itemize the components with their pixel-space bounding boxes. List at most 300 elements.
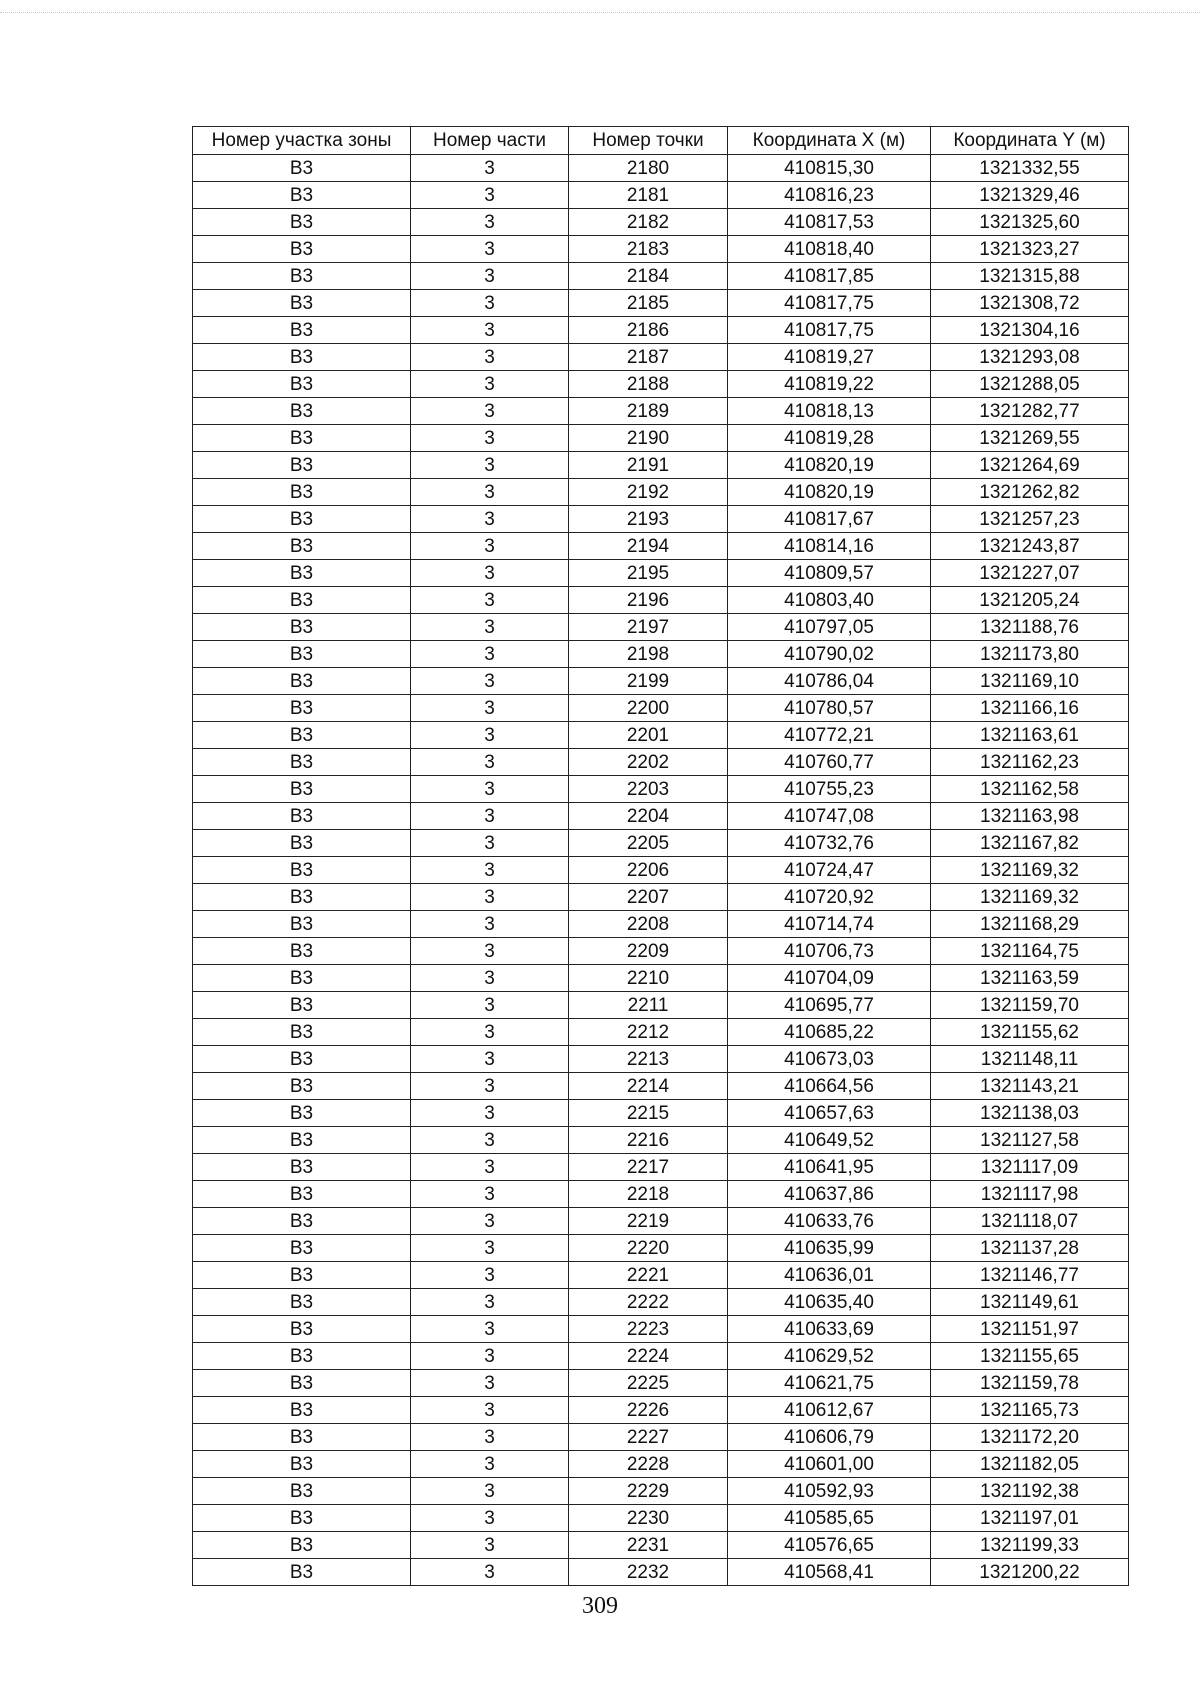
coordinate-y-cell: 1321146,77 [931, 1262, 1129, 1289]
coordinate-y-cell: 1321117,09 [931, 1154, 1129, 1181]
zone-plot-number-cell: В3 [193, 1046, 411, 1073]
point-number-cell: 2228 [569, 1451, 728, 1478]
point-number-cell: 2185 [569, 290, 728, 317]
zone-plot-number-cell: В3 [193, 1478, 411, 1505]
point-number-cell: 2209 [569, 938, 728, 965]
point-number-cell: 2224 [569, 1343, 728, 1370]
point-number-cell: 2214 [569, 1073, 728, 1100]
point-number-cell: 2211 [569, 992, 728, 1019]
coordinate-y-cell: 1321199,33 [931, 1532, 1129, 1559]
zone-plot-number-cell: В3 [193, 1370, 411, 1397]
point-number-cell: 2199 [569, 668, 728, 695]
part-number-cell: 3 [411, 236, 569, 263]
point-number-cell: 2198 [569, 641, 728, 668]
zone-plot-number-cell: В3 [193, 371, 411, 398]
coordinate-x-cell: 410790,02 [728, 641, 931, 668]
table-row [193, 182, 1129, 209]
coordinate-x-cell: 410635,40 [728, 1289, 931, 1316]
coordinate-x-cell: 410818,13 [728, 398, 931, 425]
point-number-cell: 2223 [569, 1316, 728, 1343]
coordinate-x-cell: 410732,76 [728, 830, 931, 857]
point-number-cell: 2220 [569, 1235, 728, 1262]
coordinate-y-cell: 1321162,58 [931, 776, 1129, 803]
point-number-cell: 2190 [569, 425, 728, 452]
coordinate-x-cell: 410819,28 [728, 425, 931, 452]
point-number-cell: 2202 [569, 749, 728, 776]
zone-plot-number-cell: В3 [193, 344, 411, 371]
coordinate-y-cell: 1321182,05 [931, 1451, 1129, 1478]
coordinate-y-cell: 1321143,21 [931, 1073, 1129, 1100]
coordinate-y-cell: 1321149,61 [931, 1289, 1129, 1316]
coordinate-x-cell: 410637,86 [728, 1181, 931, 1208]
point-number-cell: 2201 [569, 722, 728, 749]
zone-plot-number-cell: В3 [193, 1289, 411, 1316]
table-row [193, 911, 1129, 938]
coordinate-y-cell: 1321155,65 [931, 1343, 1129, 1370]
coordinate-x-cell: 410817,53 [728, 209, 931, 236]
table-row [193, 1235, 1129, 1262]
table-row [193, 965, 1129, 992]
coordinate-x-cell: 410621,75 [728, 1370, 931, 1397]
point-number-cell: 2210 [569, 965, 728, 992]
coordinate-y-cell: 1321332,55 [931, 155, 1129, 182]
table-row [193, 803, 1129, 830]
part-number-cell: 3 [411, 1451, 569, 1478]
part-number-cell: 3 [411, 1397, 569, 1424]
point-number-cell: 2222 [569, 1289, 728, 1316]
part-number-cell: 3 [411, 641, 569, 668]
scan-edge-line [0, 12, 1200, 13]
part-number-cell: 3 [411, 1316, 569, 1343]
part-number-cell: 3 [411, 1127, 569, 1154]
point-number-cell: 2195 [569, 560, 728, 587]
point-number-cell: 2231 [569, 1532, 728, 1559]
coordinate-y-cell: 1321325,60 [931, 209, 1129, 236]
part-number-cell: 3 [411, 560, 569, 587]
coordinate-y-cell: 1321293,08 [931, 344, 1129, 371]
part-number-cell: 3 [411, 1559, 569, 1586]
zone-plot-number-cell: В3 [193, 425, 411, 452]
point-number-cell: 2196 [569, 587, 728, 614]
coordinate-y-cell: 1321282,77 [931, 398, 1129, 425]
point-number-cell: 2193 [569, 506, 728, 533]
part-number-cell: 3 [411, 1532, 569, 1559]
point-number-cell: 2187 [569, 344, 728, 371]
header-zone-plot-number: Номер участка зоны [193, 127, 411, 155]
zone-plot-number-cell: В3 [193, 1127, 411, 1154]
coordinate-y-cell: 1321148,11 [931, 1046, 1129, 1073]
coordinates-table [192, 126, 1129, 1586]
coordinate-y-cell: 1321151,97 [931, 1316, 1129, 1343]
point-number-cell: 2188 [569, 371, 728, 398]
table-row [193, 1181, 1129, 1208]
zone-plot-number-cell: В3 [193, 1181, 411, 1208]
table-row [193, 1370, 1129, 1397]
zone-plot-number-cell: В3 [193, 236, 411, 263]
point-number-cell: 2181 [569, 182, 728, 209]
part-number-cell: 3 [411, 1046, 569, 1073]
part-number-cell: 3 [411, 1289, 569, 1316]
coordinate-y-cell: 1321329,46 [931, 182, 1129, 209]
coordinate-y-cell: 1321169,10 [931, 668, 1129, 695]
table-row [193, 587, 1129, 614]
zone-plot-number-cell: В3 [193, 1019, 411, 1046]
part-number-cell: 3 [411, 776, 569, 803]
table-row [193, 1316, 1129, 1343]
coordinate-y-cell: 1321262,82 [931, 479, 1129, 506]
table-row [193, 1451, 1129, 1478]
coordinate-y-cell: 1321127,58 [931, 1127, 1129, 1154]
coordinate-x-cell: 410629,52 [728, 1343, 931, 1370]
point-number-cell: 2182 [569, 209, 728, 236]
coordinate-x-cell: 410820,19 [728, 452, 931, 479]
coordinate-x-cell: 410724,47 [728, 857, 931, 884]
point-number-cell: 2218 [569, 1181, 728, 1208]
point-number-cell: 2227 [569, 1424, 728, 1451]
table-row [193, 884, 1129, 911]
point-number-cell: 2186 [569, 317, 728, 344]
table-row [193, 1100, 1129, 1127]
header-coordinate-y: Координата Y (м) [931, 127, 1129, 155]
point-number-cell: 2207 [569, 884, 728, 911]
coordinate-y-cell: 1321118,07 [931, 1208, 1129, 1235]
coordinate-x-cell: 410635,99 [728, 1235, 931, 1262]
part-number-cell: 3 [411, 1154, 569, 1181]
part-number-cell: 3 [411, 1424, 569, 1451]
coordinate-y-cell: 1321163,59 [931, 965, 1129, 992]
coordinate-x-cell: 410657,63 [728, 1100, 931, 1127]
table-row [193, 857, 1129, 884]
coordinate-x-cell: 410714,74 [728, 911, 931, 938]
page-number: 309 [582, 1593, 618, 1619]
table-row [193, 830, 1129, 857]
table-row [193, 1397, 1129, 1424]
coordinate-y-cell: 1321117,98 [931, 1181, 1129, 1208]
part-number-cell: 3 [411, 533, 569, 560]
coordinate-x-cell: 410760,77 [728, 749, 931, 776]
zone-plot-number-cell: В3 [193, 398, 411, 425]
table-row [193, 695, 1129, 722]
table-row [193, 1289, 1129, 1316]
table-row [193, 263, 1129, 290]
zone-plot-number-cell: В3 [193, 1316, 411, 1343]
part-number-cell: 3 [411, 749, 569, 776]
coordinate-x-cell: 410673,03 [728, 1046, 931, 1073]
coordinate-x-cell: 410817,85 [728, 263, 931, 290]
coordinate-y-cell: 1321166,16 [931, 695, 1129, 722]
part-number-cell: 3 [411, 398, 569, 425]
table-row [193, 776, 1129, 803]
coordinate-x-cell: 410809,57 [728, 560, 931, 587]
coordinate-y-cell: 1321205,24 [931, 587, 1129, 614]
part-number-cell: 3 [411, 1100, 569, 1127]
zone-plot-number-cell: В3 [193, 1397, 411, 1424]
point-number-cell: 2215 [569, 1100, 728, 1127]
coordinate-x-cell: 410817,75 [728, 290, 931, 317]
part-number-cell: 3 [411, 1505, 569, 1532]
zone-plot-number-cell: В3 [193, 1100, 411, 1127]
point-number-cell: 2216 [569, 1127, 728, 1154]
zone-plot-number-cell: В3 [193, 1073, 411, 1100]
point-number-cell: 2191 [569, 452, 728, 479]
coordinate-y-cell: 1321200,22 [931, 1559, 1129, 1586]
part-number-cell: 3 [411, 884, 569, 911]
zone-plot-number-cell: В3 [193, 803, 411, 830]
part-number-cell: 3 [411, 1478, 569, 1505]
coordinate-x-cell: 410664,56 [728, 1073, 931, 1100]
coordinate-x-cell: 410817,67 [728, 506, 931, 533]
coordinate-x-cell: 410685,22 [728, 1019, 931, 1046]
table-row [193, 1073, 1129, 1100]
coordinate-y-cell: 1321168,29 [931, 911, 1129, 938]
coordinate-x-cell: 410747,08 [728, 803, 931, 830]
coordinate-x-cell: 410633,69 [728, 1316, 931, 1343]
part-number-cell: 3 [411, 1019, 569, 1046]
table-row [193, 533, 1129, 560]
coordinate-y-cell: 1321172,20 [931, 1424, 1129, 1451]
coordinate-y-cell: 1321164,75 [931, 938, 1129, 965]
header-row [193, 127, 1129, 155]
point-number-cell: 2180 [569, 155, 728, 182]
point-number-cell: 2208 [569, 911, 728, 938]
zone-plot-number-cell: В3 [193, 857, 411, 884]
table-row [193, 641, 1129, 668]
coordinate-x-cell: 410786,04 [728, 668, 931, 695]
point-number-cell: 2203 [569, 776, 728, 803]
part-number-cell: 3 [411, 1370, 569, 1397]
coordinate-y-cell: 1321163,61 [931, 722, 1129, 749]
header-coordinate-x: Координата X (м) [728, 127, 931, 155]
part-number-cell: 3 [411, 587, 569, 614]
zone-plot-number-cell: В3 [193, 155, 411, 182]
coordinate-x-cell: 410568,41 [728, 1559, 931, 1586]
part-number-cell: 3 [411, 209, 569, 236]
part-number-cell: 3 [411, 1343, 569, 1370]
table-row [193, 1154, 1129, 1181]
point-number-cell: 2225 [569, 1370, 728, 1397]
part-number-cell: 3 [411, 1262, 569, 1289]
part-number-cell: 3 [411, 695, 569, 722]
coordinate-y-cell: 1321243,87 [931, 533, 1129, 560]
table-row [193, 479, 1129, 506]
coordinate-x-cell: 410706,73 [728, 938, 931, 965]
point-number-cell: 2204 [569, 803, 728, 830]
part-number-cell: 3 [411, 317, 569, 344]
part-number-cell: 3 [411, 263, 569, 290]
coordinate-y-cell: 1321173,80 [931, 641, 1129, 668]
table-row [193, 1478, 1129, 1505]
coordinate-x-cell: 410815,30 [728, 155, 931, 182]
coordinate-y-cell: 1321308,72 [931, 290, 1129, 317]
coordinate-y-cell: 1321192,38 [931, 1478, 1129, 1505]
table-row [193, 425, 1129, 452]
coordinate-x-cell: 410720,92 [728, 884, 931, 911]
point-number-cell: 2192 [569, 479, 728, 506]
zone-plot-number-cell: В3 [193, 1154, 411, 1181]
table-row [193, 344, 1129, 371]
zone-plot-number-cell: В3 [193, 911, 411, 938]
coordinate-x-cell: 410592,93 [728, 1478, 931, 1505]
zone-plot-number-cell: В3 [193, 1505, 411, 1532]
table-row [193, 1262, 1129, 1289]
coordinate-x-cell: 410819,22 [728, 371, 931, 398]
coordinate-x-cell: 410772,21 [728, 722, 931, 749]
coordinate-y-cell: 1321155,62 [931, 1019, 1129, 1046]
coordinate-x-cell: 410797,05 [728, 614, 931, 641]
table-row [193, 938, 1129, 965]
part-number-cell: 3 [411, 344, 569, 371]
part-number-cell: 3 [411, 290, 569, 317]
zone-plot-number-cell: В3 [193, 1424, 411, 1451]
part-number-cell: 3 [411, 722, 569, 749]
part-number-cell: 3 [411, 857, 569, 884]
table-row [193, 452, 1129, 479]
coordinate-x-cell: 410585,65 [728, 1505, 931, 1532]
part-number-cell: 3 [411, 371, 569, 398]
point-number-cell: 2197 [569, 614, 728, 641]
coordinate-y-cell: 1321257,23 [931, 506, 1129, 533]
coordinate-x-cell: 410636,01 [728, 1262, 931, 1289]
zone-plot-number-cell: В3 [193, 506, 411, 533]
table-row [193, 1505, 1129, 1532]
zone-plot-number-cell: В3 [193, 1559, 411, 1586]
coordinate-x-cell: 410816,23 [728, 182, 931, 209]
part-number-cell: 3 [411, 668, 569, 695]
coordinate-y-cell: 1321138,03 [931, 1100, 1129, 1127]
coordinate-y-cell: 1321264,69 [931, 452, 1129, 479]
point-number-cell: 2229 [569, 1478, 728, 1505]
part-number-cell: 3 [411, 614, 569, 641]
part-number-cell: 3 [411, 965, 569, 992]
table-row [193, 722, 1129, 749]
coordinate-x-cell: 410819,27 [728, 344, 931, 371]
table-body [193, 155, 1129, 1586]
coordinate-x-cell: 410649,52 [728, 1127, 931, 1154]
coordinate-y-cell: 1321159,78 [931, 1370, 1129, 1397]
table-row [193, 749, 1129, 776]
zone-plot-number-cell: В3 [193, 1208, 411, 1235]
coordinate-x-cell: 410817,75 [728, 317, 931, 344]
zone-plot-number-cell: В3 [193, 668, 411, 695]
coordinate-y-cell: 1321188,76 [931, 614, 1129, 641]
coordinate-y-cell: 1321288,05 [931, 371, 1129, 398]
zone-plot-number-cell: В3 [193, 290, 411, 317]
coordinate-y-cell: 1321137,28 [931, 1235, 1129, 1262]
coordinate-x-cell: 410601,00 [728, 1451, 931, 1478]
coordinate-x-cell: 410641,95 [728, 1154, 931, 1181]
coordinate-y-cell: 1321304,16 [931, 317, 1129, 344]
coordinate-y-cell: 1321162,23 [931, 749, 1129, 776]
table-row [193, 560, 1129, 587]
zone-plot-number-cell: В3 [193, 695, 411, 722]
part-number-cell: 3 [411, 992, 569, 1019]
table-row [193, 992, 1129, 1019]
table-row [193, 371, 1129, 398]
coordinate-y-cell: 1321315,88 [931, 263, 1129, 290]
part-number-cell: 3 [411, 452, 569, 479]
zone-plot-number-cell: В3 [193, 587, 411, 614]
point-number-cell: 2226 [569, 1397, 728, 1424]
coordinate-x-cell: 410803,40 [728, 587, 931, 614]
table-row [193, 506, 1129, 533]
point-number-cell: 2219 [569, 1208, 728, 1235]
zone-plot-number-cell: В3 [193, 641, 411, 668]
table-row [193, 1424, 1129, 1451]
coordinate-x-cell: 410612,67 [728, 1397, 931, 1424]
point-number-cell: 2184 [569, 263, 728, 290]
zone-plot-number-cell: В3 [193, 965, 411, 992]
zone-plot-number-cell: В3 [193, 560, 411, 587]
zone-plot-number-cell: В3 [193, 992, 411, 1019]
part-number-cell: 3 [411, 425, 569, 452]
point-number-cell: 2183 [569, 236, 728, 263]
zone-plot-number-cell: В3 [193, 317, 411, 344]
point-number-cell: 2206 [569, 857, 728, 884]
coordinate-x-cell: 410704,09 [728, 965, 931, 992]
table-row [193, 236, 1129, 263]
table-row [193, 317, 1129, 344]
part-number-cell: 3 [411, 1208, 569, 1235]
point-number-cell: 2194 [569, 533, 728, 560]
zone-plot-number-cell: В3 [193, 263, 411, 290]
part-number-cell: 3 [411, 1181, 569, 1208]
zone-plot-number-cell: В3 [193, 1235, 411, 1262]
coordinate-y-cell: 1321169,32 [931, 857, 1129, 884]
table-row [193, 398, 1129, 425]
zone-plot-number-cell: В3 [193, 1262, 411, 1289]
zone-plot-number-cell: В3 [193, 533, 411, 560]
part-number-cell: 3 [411, 1073, 569, 1100]
zone-plot-number-cell: В3 [193, 776, 411, 803]
point-number-cell: 2213 [569, 1046, 728, 1073]
table-row [193, 1019, 1129, 1046]
point-number-cell: 2230 [569, 1505, 728, 1532]
table-header [193, 127, 1129, 155]
zone-plot-number-cell: В3 [193, 209, 411, 236]
part-number-cell: 3 [411, 479, 569, 506]
coordinate-y-cell: 1321197,01 [931, 1505, 1129, 1532]
coordinate-x-cell: 410606,79 [728, 1424, 931, 1451]
zone-plot-number-cell: В3 [193, 722, 411, 749]
point-number-cell: 2200 [569, 695, 728, 722]
point-number-cell: 2232 [569, 1559, 728, 1586]
coordinate-y-cell: 1321167,82 [931, 830, 1129, 857]
point-number-cell: 2205 [569, 830, 728, 857]
coordinate-y-cell: 1321227,07 [931, 560, 1129, 587]
header-point-number: Номер точки [569, 127, 728, 155]
point-number-cell: 2221 [569, 1262, 728, 1289]
coordinate-x-cell: 410814,16 [728, 533, 931, 560]
table-row [193, 1046, 1129, 1073]
table-row [193, 1127, 1129, 1154]
part-number-cell: 3 [411, 506, 569, 533]
table-row [193, 209, 1129, 236]
coordinate-y-cell: 1321269,55 [931, 425, 1129, 452]
table-row [193, 1208, 1129, 1235]
table-row [193, 1532, 1129, 1559]
coordinate-x-cell: 410633,76 [728, 1208, 931, 1235]
zone-plot-number-cell: В3 [193, 938, 411, 965]
part-number-cell: 3 [411, 938, 569, 965]
zone-plot-number-cell: В3 [193, 749, 411, 776]
coordinate-y-cell: 1321169,32 [931, 884, 1129, 911]
table-row [193, 668, 1129, 695]
coordinate-x-cell: 410695,77 [728, 992, 931, 1019]
coordinate-x-cell: 410755,23 [728, 776, 931, 803]
point-number-cell: 2212 [569, 1019, 728, 1046]
part-number-cell: 3 [411, 911, 569, 938]
zone-plot-number-cell: В3 [193, 452, 411, 479]
